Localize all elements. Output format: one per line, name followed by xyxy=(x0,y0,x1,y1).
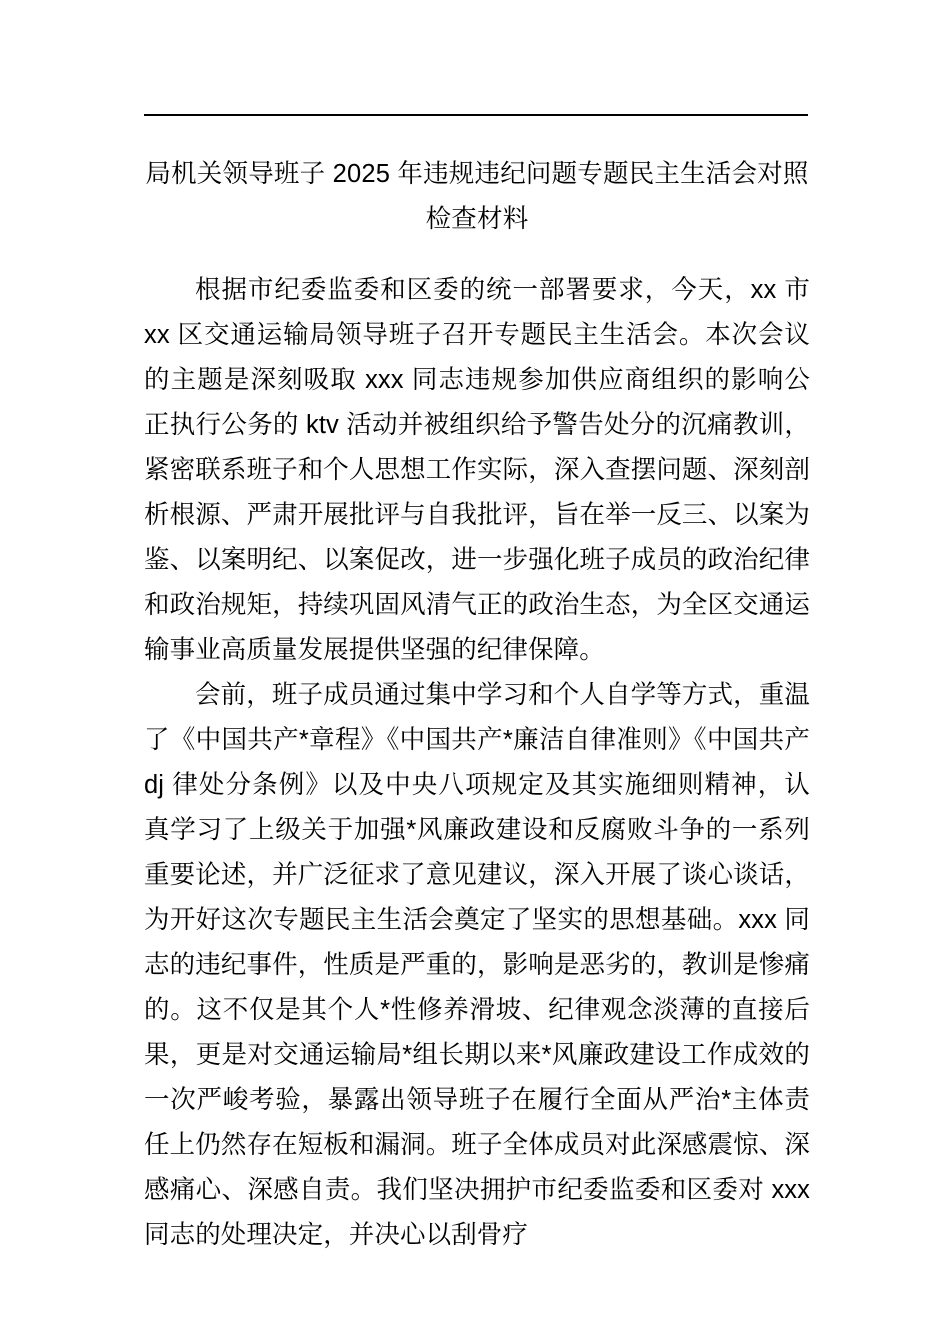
page-title: 局机关领导班子 2025 年违规违纪问题专题民主生活会对照检查材料 xyxy=(145,160,809,233)
body-paragraph-1: 根据市纪委监委和区委的统一部署要求，今天，xx 市 xx 区交通运输局领导班子召开专题民主生活会。本次会议的主题是深刻吸取 xxx 同志违规参加供应商组织的影响公正执行公务的 ktv 活动并被组织给予警告处分的沉痛教训，紧密联系班子和个人思想工作实际，深入查摆问题、深刻剖析根源、严肃开展批评与自我批评，旨在举一反三、以案为鉴、以案明纪、以案促改，进一步强化班子成员的政治纪律和政治规矩，持续巩固风清气正的政治生态，为全区交通运输事业高质量发展提供坚强的纪律保障。 xyxy=(144,276,810,664)
header-divider-rule xyxy=(144,114,808,116)
body-paragraph-2: 会前，班子成员通过集中学习和个人自学等方式，重温了《中国共产*章程》《中国共产*廉洁自律准则》《中国共产 dj 律处分条例》以及中央八项规定及其实施细则精神，认真学习了上级关于加强*风廉政建设和反腐败斗争的一系列重要论述，并广泛征求了意见建议，深入开展了谈心谈话，为开好这次专题民主生活会奠定了坚实的思想基础。xxx 同志的违纪事件，性质是严重的，影响是恶劣的，教训是惨痛的。这不仅是其个人*性修养滑坡、纪律观念淡薄的直接后果，更是对交通运输局*组长期以来*风廉政建设工作成效的一次严峻考验，暴露出领导班子在履行全面从严治*主体责任上仍然存在短板和漏洞。班子全体成员对此深感震惊、深感痛心、深感自责。我们坚决拥护市纪委监委和区委对 xxx 同志的处理决定，并决心以刮骨疗 xyxy=(144,681,810,1249)
document-content xyxy=(144,152,810,1258)
